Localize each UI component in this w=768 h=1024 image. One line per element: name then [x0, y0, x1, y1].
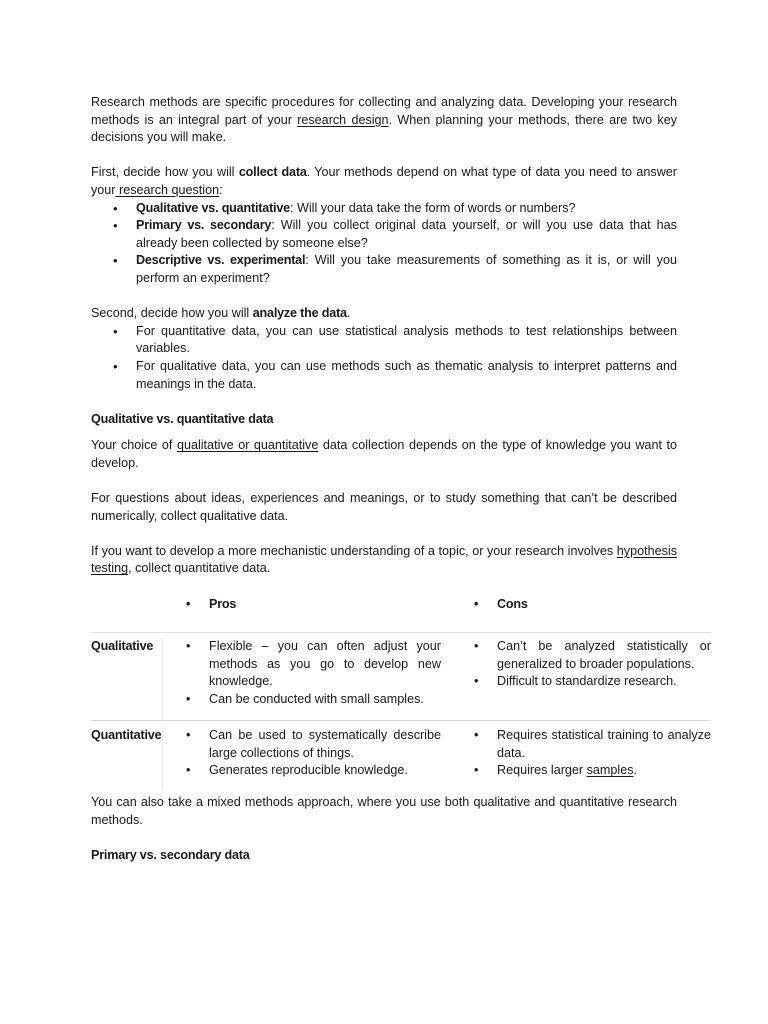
list-item-term: Primary vs. secondary [136, 218, 272, 233]
intro-text-end: . When planning your methods, there are two key decisions you will make. [91, 112, 678, 145]
pros-header: • Pros [163, 596, 451, 614]
list-item: • Difficult to standardize research. [451, 673, 711, 691]
list-item: • Flexible – you can often adjust your methods as you go to develop new knowledge. [163, 638, 451, 691]
quantitative-pros-cell [163, 727, 451, 790]
list-item: • Requires statistical training to analyze data. [451, 727, 711, 762]
list-item: • For qualitative data, you can use methods such as thematic analysis to interpret patterns and meanings in the data. [91, 358, 677, 393]
list-item-term: Qualitative vs. quantitative [136, 200, 290, 215]
document-page [91, 94, 711, 864]
table-corner-cell [91, 596, 163, 632]
collect-text-end: : [219, 182, 223, 197]
list-item: • Can be used to systematically describe large collections of things. [163, 727, 451, 762]
quantitative-cons-cell [451, 727, 711, 790]
choice-text-end: data collection depends on the type of knowledge you want to develop. [91, 438, 677, 470]
section-heading-qual-quant: Qualitative vs. quantitative data [91, 411, 274, 426]
mixed-methods-paragraph: You can also take a mixed methods approach, where you use both qualitative and quantitative research methods. [91, 795, 677, 827]
analyze-data-bold: analyze the data [252, 306, 347, 321]
list-item-text: : Will you collect original data yourself, or will you use data that has already been collected by someone else? [136, 218, 677, 250]
pros-cons-table [91, 596, 711, 790]
hypothesis-testing-link[interactable]: hypothesis testing [91, 543, 677, 576]
pros-header-cell [163, 596, 451, 632]
list-item [91, 252, 677, 287]
section-heading-primary-secondary: Primary vs. secondary data [91, 847, 250, 862]
list-item-text: : Will you take measurements of something as it is, or will you perform an experiment? [136, 253, 677, 285]
qual-quant-choice-paragraph [91, 437, 677, 472]
list-item-term: Descriptive vs. experimental [136, 253, 306, 268]
qualitative-or-quantitative-link[interactable]: qualitative or quantitative [176, 438, 319, 453]
collect-list [91, 200, 677, 288]
list-item: • For quantitative data, you can use statistical analysis methods to test relationships between variables. [91, 323, 677, 358]
collect-text: First, decide how you will [91, 165, 239, 180]
cons-header: • Cons [451, 596, 711, 614]
table-row [91, 720, 711, 790]
qualitative-pros-cell [163, 638, 451, 720]
intro-text: Research methods are specific procedures for collecting and analyzing data. Developing your research methods is an integral part of your [91, 95, 677, 127]
analyze-paragraph [91, 305, 677, 323]
collect-text-mid: . Your methods depend on what type of data you need to answer your [91, 165, 677, 197]
qualitative-cons-cell [451, 638, 711, 720]
quantitative-paragraph [91, 543, 677, 578]
list-item [451, 762, 711, 780]
quant-text-end: , collect quantitative data. [128, 561, 271, 576]
qualitative-paragraph: For questions about ideas, experiences and meanings, or to study something that can’t be described numerically, collect qualitative data. [91, 491, 677, 523]
choice-text: Your choice of [91, 438, 177, 453]
cons-text-end: . [633, 763, 638, 778]
intro-paragraph [91, 94, 677, 147]
quant-text: If you want to develop a more mechanistic understanding of a topic, or your research involves [91, 543, 617, 558]
list-item-text: : Will your data take the form of words or numbers? [289, 200, 576, 215]
analyze-text: Second, decide how you will [91, 306, 253, 321]
analyze-list [91, 323, 677, 393]
list-item [91, 200, 677, 218]
row-label-qualitative: Qualitative [91, 638, 163, 720]
row-label-quantitative: Quantitative [91, 727, 163, 790]
list-item [91, 217, 677, 252]
cons-header-cell [451, 596, 711, 632]
research-design-link[interactable]: research design [297, 112, 389, 127]
analyze-text-end: . [346, 306, 351, 321]
list-item: • Can’t be analyzed statistically or generalized to broader populations. [451, 638, 711, 673]
collect-paragraph [91, 164, 677, 199]
table-row [91, 632, 711, 720]
collect-data-bold: collect data [238, 165, 307, 180]
cons-text: Requires larger [497, 763, 587, 778]
research-question-link[interactable]: research question [115, 182, 220, 197]
table-header-row [91, 596, 711, 632]
samples-link[interactable]: samples [586, 763, 634, 778]
list-item: • Generates reproducible knowledge. [163, 762, 451, 780]
list-item: • Can be conducted with small samples. [163, 691, 451, 709]
